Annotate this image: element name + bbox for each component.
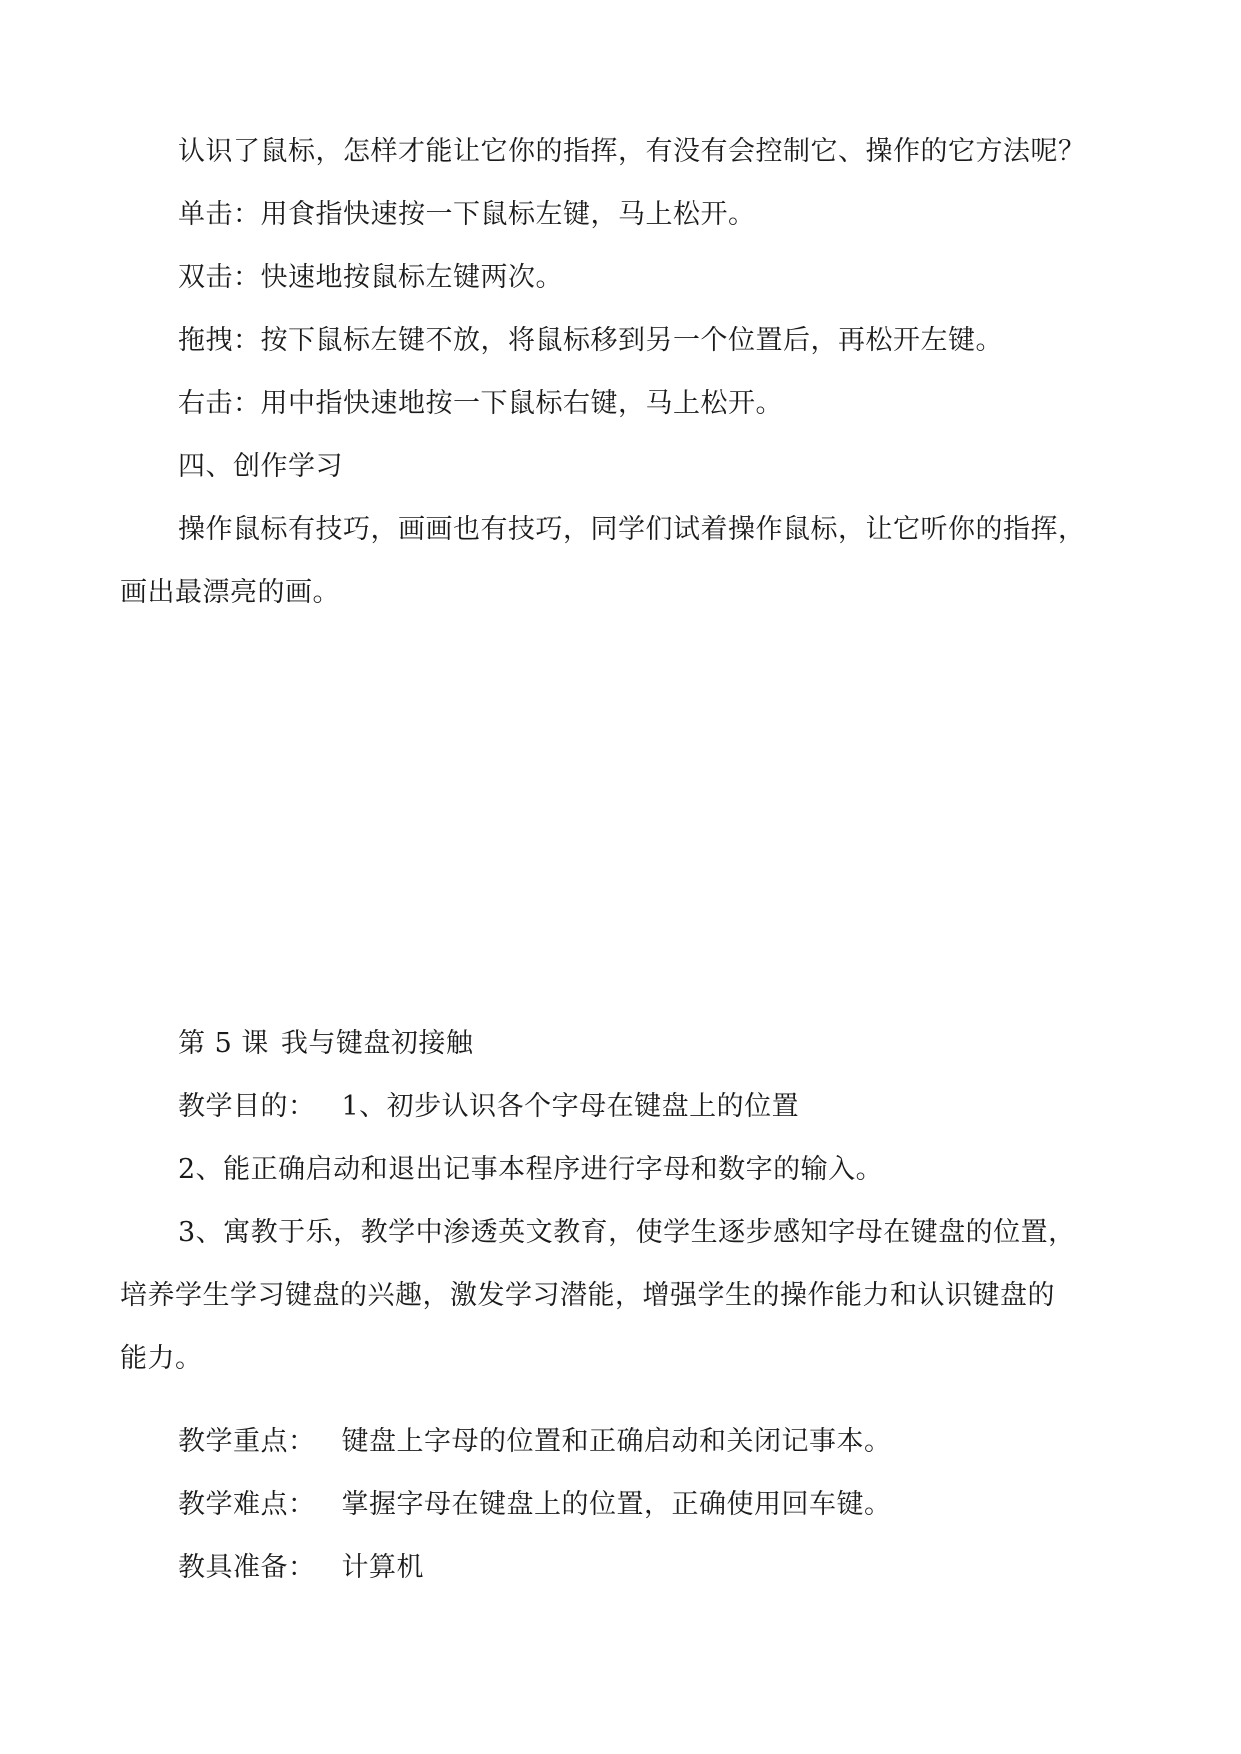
teaching-tools-label: 教具准备： — [178, 1552, 316, 1583]
teaching-tools-row — [178, 1551, 424, 1585]
teaching-difficulty-label: 教学难点： — [178, 1489, 316, 1520]
teaching-goal-3-line1: 3、寓教于乐，教学中渗透英文教育，使学生逐步感知字母在键盘的位置， — [178, 1217, 1076, 1248]
teaching-goal-2: 2、能正确启动和退出记事本程序进行字母和数字的输入。 — [178, 1154, 884, 1185]
teaching-goal-3-line3: 能力。 — [120, 1343, 203, 1374]
lesson-name: 我与键盘初接触 — [280, 1028, 474, 1059]
paragraph-mouse-control: 认识了鼠标，怎样才能让它你的指挥，有没有会控制它、操作的它方法呢？ — [178, 136, 1086, 167]
teaching-key-label: 教学重点： — [178, 1426, 316, 1457]
teaching-tools-text: 计算机 — [341, 1552, 424, 1583]
paragraph-right-click: 右击：用中指快速地按一下鼠标右键，马上松开。 — [178, 388, 783, 419]
paragraph-drawing-line1: 操作鼠标有技巧，画画也有技巧，同学们试着操作鼠标，让它听你的指挥， — [178, 514, 1086, 545]
teaching-key-row — [178, 1425, 892, 1459]
teaching-key-text: 键盘上字母的位置和正确启动和关闭记事本。 — [341, 1426, 892, 1457]
teaching-difficulty-row — [178, 1488, 892, 1522]
paragraph-drag: 拖拽：按下鼠标左键不放，将鼠标移到另一个位置后，再松开左键。 — [178, 325, 1003, 356]
teaching-goal-label: 教学目的： — [178, 1091, 316, 1122]
paragraph-double-click: 双击：快速地按鼠标左键两次。 — [178, 262, 563, 293]
paragraph-single-click: 单击：用食指快速按一下鼠标左键，马上松开。 — [178, 199, 756, 230]
lesson-number: 第 5 课 — [178, 1028, 269, 1059]
teaching-goal-3-line2: 培养学生学习键盘的兴趣，激发学习潜能，增强学生的操作能力和认识键盘的 — [120, 1280, 1055, 1311]
teaching-goal-1: 1、初步认识各个字母在键盘上的位置 — [341, 1091, 800, 1122]
section-heading-creative-learning: 四、创作学习 — [178, 451, 343, 482]
teaching-difficulty-text: 掌握字母在键盘上的位置，正确使用回车键。 — [341, 1489, 892, 1520]
paragraph-drawing-line2: 画出最漂亮的画。 — [120, 577, 340, 608]
teaching-goal-row — [178, 1090, 799, 1124]
lesson-title — [178, 1027, 473, 1061]
